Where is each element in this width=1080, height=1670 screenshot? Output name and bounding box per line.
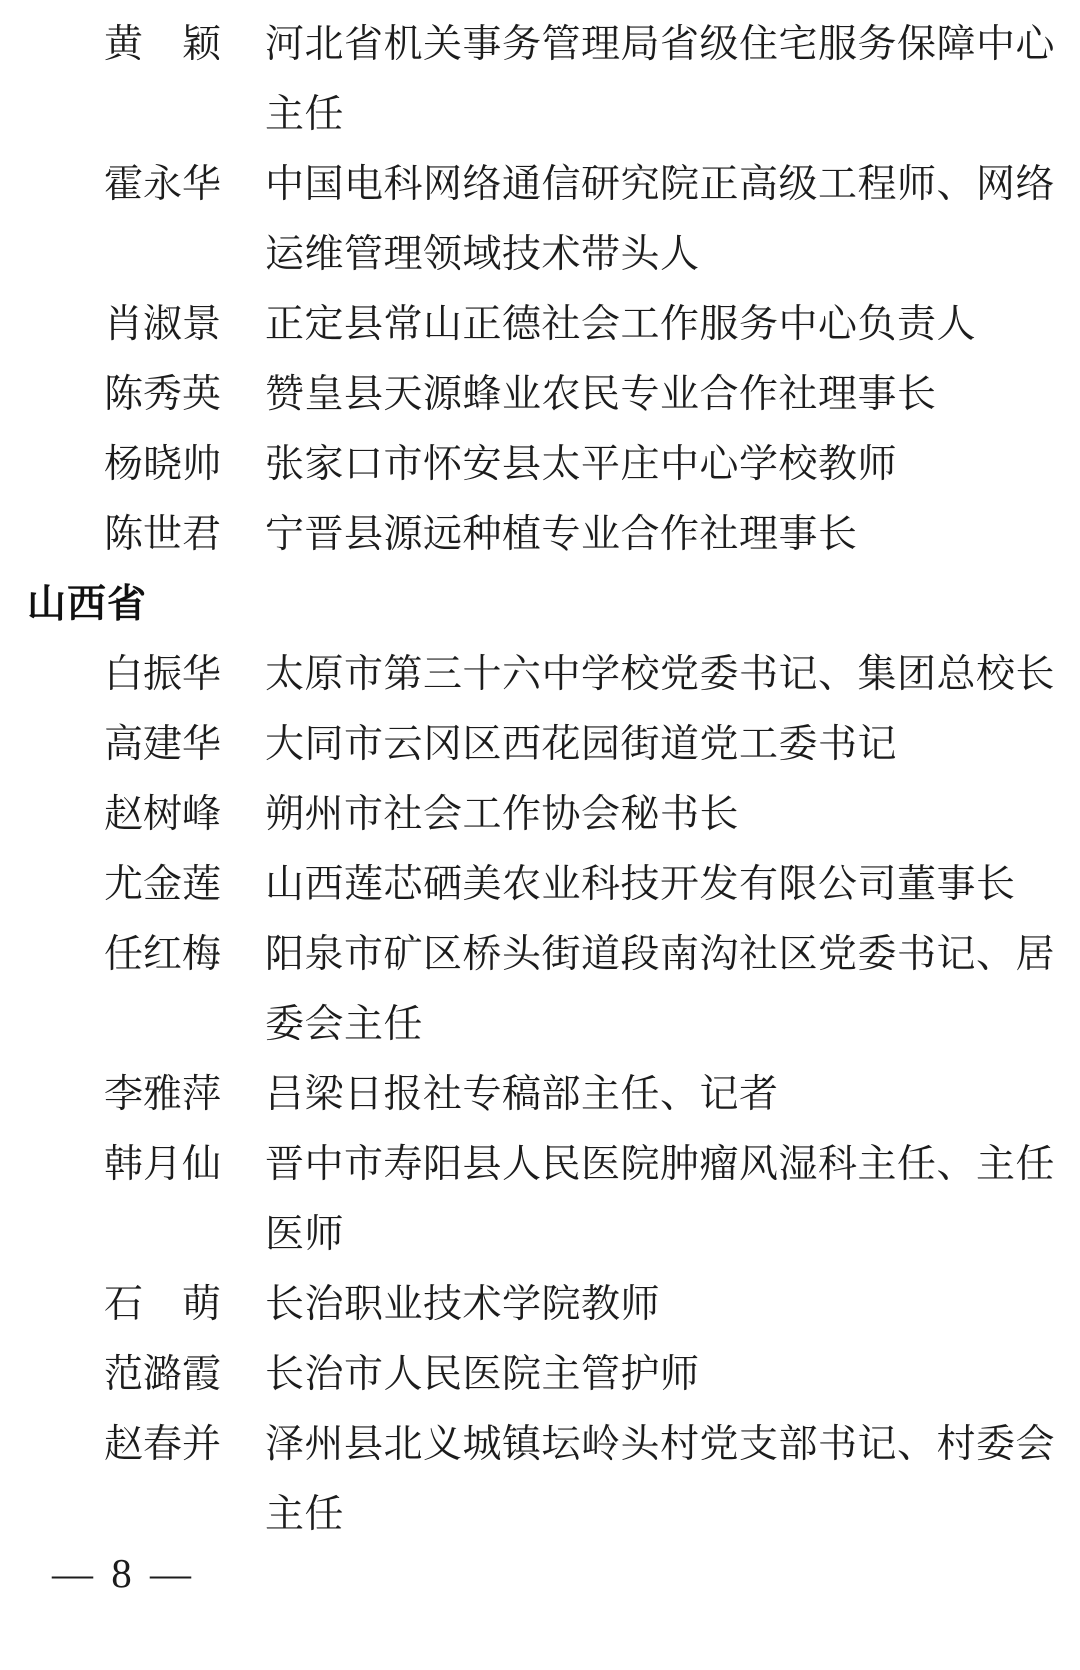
- honoree-entry: [0, 920, 1080, 1060]
- honoree-entry: [0, 1130, 1080, 1270]
- honoree-list: [0, 10, 1080, 1550]
- honoree-title: [265, 1060, 1075, 1130]
- honoree-title-line: 主任: [265, 93, 345, 136]
- honoree-entry: [0, 10, 1080, 150]
- honoree-entry: [0, 780, 1080, 850]
- honoree-name-char: 春: [143, 1423, 183, 1466]
- honoree-name-char: 白: [104, 653, 144, 696]
- honoree-name: [104, 430, 221, 500]
- honoree-name-char: 华: [182, 163, 222, 206]
- honoree-name-char: 杨: [104, 443, 144, 486]
- honoree-name-char: 梅: [182, 933, 222, 976]
- honoree-name-char: 范: [104, 1353, 144, 1396]
- honoree-name-char: 红: [143, 933, 183, 976]
- honoree-name-char: 晓: [143, 443, 183, 486]
- honoree-title-line: 张家口市怀安县太平庄中心学校教师: [265, 443, 898, 486]
- honoree-name: [104, 780, 221, 850]
- honoree-name-char: 并: [182, 1423, 222, 1466]
- honoree-name-char: 肖: [104, 303, 144, 346]
- honoree-entry: [0, 710, 1080, 780]
- honoree-name: [104, 1410, 221, 1480]
- honoree-name-char: 萍: [182, 1073, 222, 1116]
- honoree-title-line: 长治职业技术学院教师: [265, 1283, 661, 1326]
- honoree-name-char: 淑: [143, 303, 183, 346]
- honoree-name: [104, 850, 221, 920]
- honoree-name-char: 高: [104, 723, 144, 766]
- honoree-name-char: 永: [143, 163, 183, 206]
- honoree-title-line: 吕梁日报社专稿部主任、记者: [265, 1073, 779, 1116]
- honoree-name: [104, 640, 221, 710]
- honoree-name: [104, 10, 221, 80]
- honoree-entry: [0, 850, 1080, 920]
- honoree-name-char: 韩: [104, 1143, 144, 1186]
- honoree-entry: [0, 1410, 1080, 1550]
- honoree-title: [265, 360, 1075, 430]
- honoree-name: [104, 290, 221, 360]
- honoree-name-char: 颖: [181, 23, 221, 66]
- honoree-name: [104, 1060, 221, 1130]
- honoree-title-line: 委会主任: [265, 1003, 424, 1046]
- honoree-name-char: 李: [104, 1073, 144, 1116]
- honoree-name: [104, 500, 221, 570]
- honoree-title: [265, 780, 1075, 850]
- honoree-title-line: 大同市云冈区西花园街道党工委书记: [265, 723, 898, 766]
- honoree-title-line: 长治市人民医院主管护师: [265, 1353, 700, 1396]
- honoree-title-line: 阳泉市矿区桥头街道段南沟社区党委书记、居: [265, 933, 1056, 976]
- honoree-name-char: 雅: [143, 1073, 183, 1116]
- honoree-name: [104, 360, 221, 430]
- honoree-title: [265, 1340, 1075, 1410]
- honoree-entry: [0, 500, 1080, 570]
- honoree-name-char: 潞: [143, 1353, 183, 1396]
- page-number: — 8 —: [52, 1550, 195, 1596]
- honoree-title: [265, 290, 1075, 360]
- honoree-name: [104, 920, 221, 990]
- honoree-title-line: 医师: [265, 1213, 345, 1256]
- honoree-name-char: 赵: [104, 793, 144, 836]
- honoree-title: [265, 10, 1075, 150]
- honoree-name-char: 萌: [181, 1283, 221, 1326]
- honoree-name-char: 华: [182, 723, 222, 766]
- honoree-entry: [0, 1270, 1080, 1340]
- honoree-name-char: 莲: [182, 863, 222, 906]
- honoree-title: [265, 150, 1075, 290]
- honoree-name-char: 仙: [182, 1143, 222, 1186]
- honoree-title: [265, 1410, 1075, 1550]
- honoree-name-char: 霞: [182, 1353, 222, 1396]
- honoree-name-char: 黄: [104, 23, 144, 66]
- honoree-name: [104, 150, 221, 220]
- honoree-name-char: 秀: [143, 373, 183, 416]
- honoree-title-line: 正定县常山正德社会工作服务中心负责人: [265, 303, 977, 346]
- honoree-name-char: 陈: [104, 513, 144, 556]
- honoree-name-char: 振: [143, 653, 183, 696]
- honoree-name-char: 帅: [182, 443, 222, 486]
- honoree-name-char: 霍: [104, 163, 144, 206]
- honoree-entry: [0, 290, 1080, 360]
- honoree-entry: [0, 1060, 1080, 1130]
- honoree-entry: [0, 150, 1080, 290]
- honoree-name-char: 君: [182, 513, 222, 556]
- honoree-name-char: 英: [182, 373, 222, 416]
- honoree-title-line: 宁晋县源远种植专业合作社理事长: [265, 513, 858, 556]
- honoree-name-char: 月: [143, 1143, 183, 1186]
- honoree-title-line: 赞皇县天源蜂业农民专业合作社理事长: [265, 373, 937, 416]
- honoree-title: [265, 920, 1075, 1060]
- honoree-title: [265, 1130, 1075, 1270]
- honoree-entry: [0, 1340, 1080, 1410]
- honoree-name-char: 树: [143, 793, 183, 836]
- honoree-entry: [0, 430, 1080, 500]
- honoree-title-line: 泽州县北义城镇坛岭头村党支部书记、村委会: [265, 1423, 1056, 1466]
- province-section-heading: 山西省: [27, 583, 148, 626]
- honoree-name: [104, 710, 221, 780]
- honoree-name-char: 建: [143, 723, 183, 766]
- honoree-title-line: 朔州市社会工作协会秘书长: [265, 793, 740, 836]
- honoree-name: [104, 1270, 221, 1340]
- honoree-name-char: 金: [143, 863, 183, 906]
- honoree-entry: [0, 360, 1080, 430]
- honoree-title: [265, 430, 1075, 500]
- honoree-name-char: 世: [143, 513, 183, 556]
- honoree-name-char: 任: [104, 933, 144, 976]
- honoree-title-line: 河北省机关事务管理局省级住宅服务保障中心: [265, 23, 1056, 66]
- honoree-title-line: 山西莲芯硒美农业科技开发有限公司董事长: [265, 863, 1016, 906]
- honoree-title-line: 晋中市寿阳县人民医院肿瘤风湿科主任、主任: [265, 1143, 1056, 1186]
- honoree-name-char: 赵: [104, 1423, 144, 1466]
- honoree-name-char: 陈: [104, 373, 144, 416]
- honoree-title-line: 太原市第三十六中学校党委书记、集团总校长: [265, 653, 1056, 696]
- honoree-name-char: 华: [182, 653, 222, 696]
- honoree-name-char: 峰: [182, 793, 222, 836]
- honoree-name-char: 尤: [104, 863, 144, 906]
- honoree-title: [265, 850, 1075, 920]
- honoree-title-line: 中国电科网络通信研究院正高级工程师、网络: [265, 163, 1056, 206]
- honoree-name-char: 景: [182, 303, 222, 346]
- honoree-title-line: 主任: [265, 1493, 345, 1536]
- honoree-title: [265, 640, 1075, 710]
- honoree-title: [265, 710, 1075, 780]
- honoree-name: [104, 1340, 221, 1410]
- honoree-title: [265, 1270, 1075, 1340]
- honoree-name-char: 石: [104, 1283, 144, 1326]
- honoree-entry: [0, 640, 1080, 710]
- honoree-name: [104, 1130, 221, 1200]
- honoree-title: [265, 500, 1075, 570]
- honoree-title-line: 运维管理领域技术带头人: [265, 233, 700, 276]
